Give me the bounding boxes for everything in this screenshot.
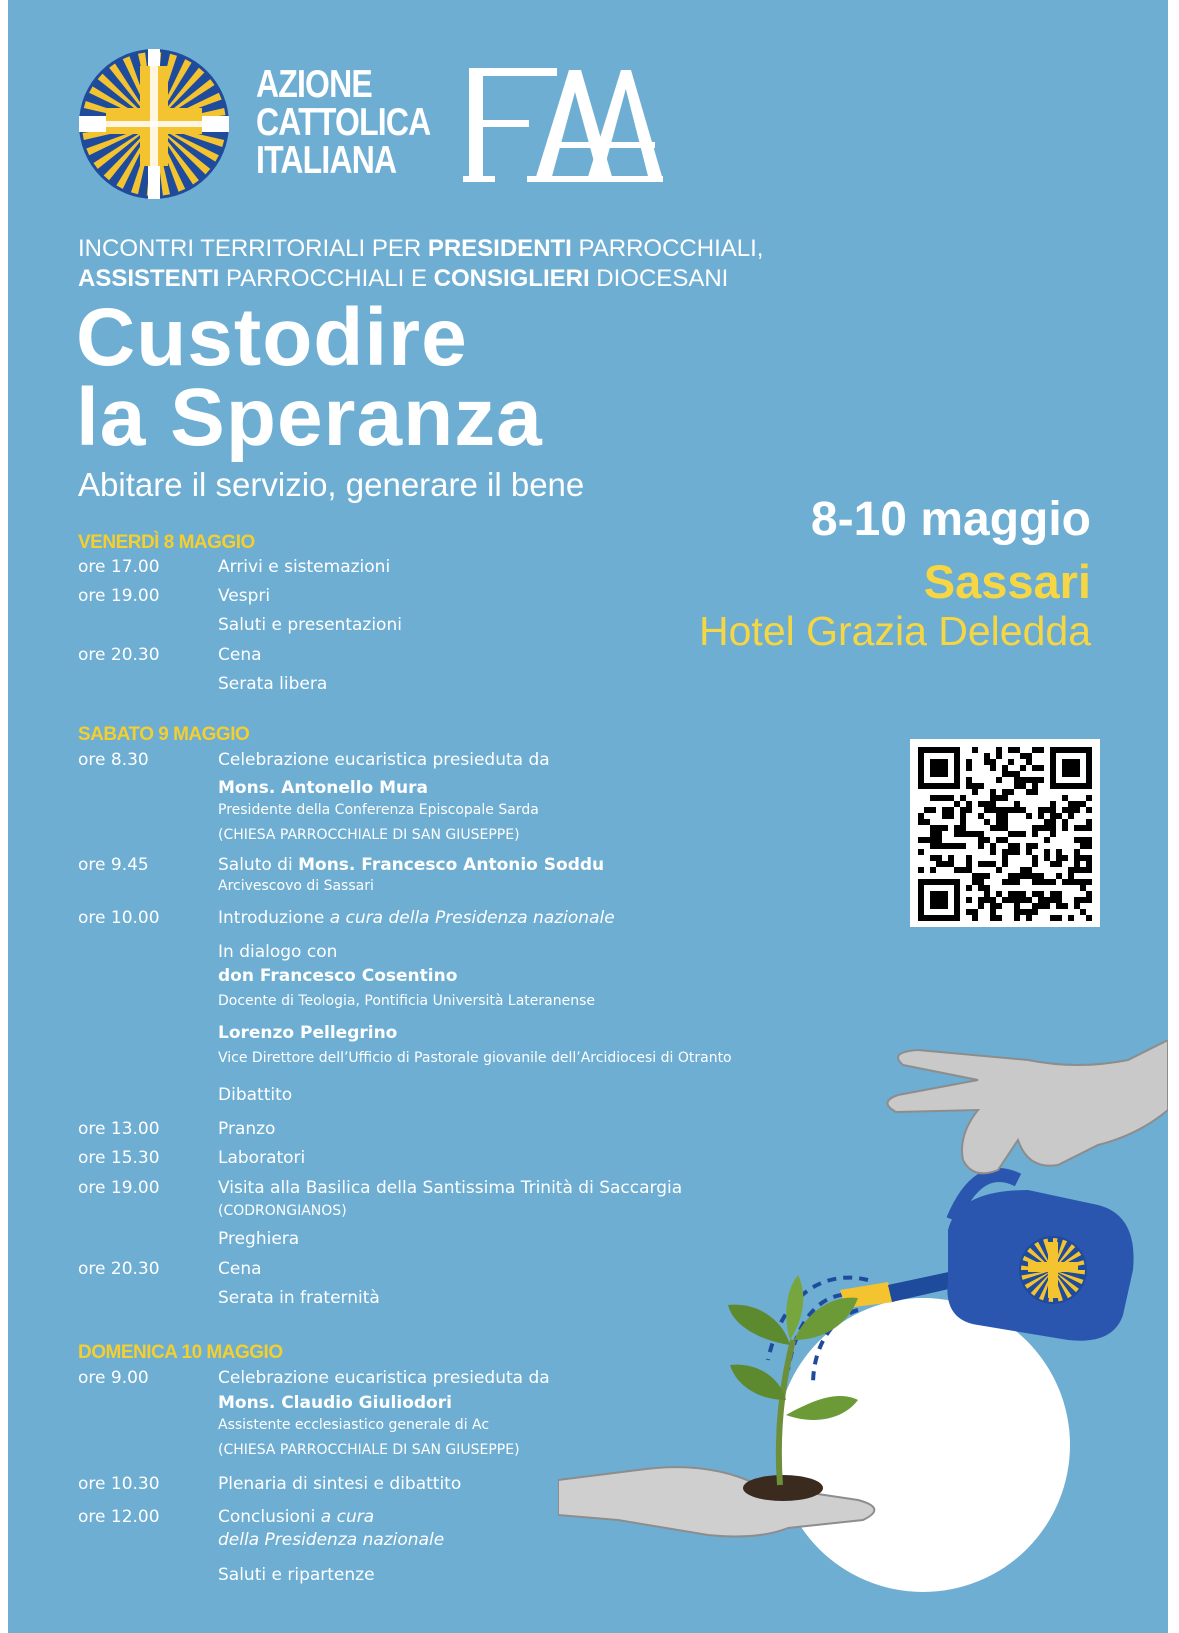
event-city: Sassari — [923, 555, 1091, 608]
speaker-name: Mons. Claudio Giuliodori — [218, 1393, 452, 1413]
day-heading-friday: VENERDÌ 8 MAGGIO — [78, 532, 255, 553]
watering-plant-illustration — [558, 1040, 1168, 1600]
event-venue: Hotel Grazia Deledda — [699, 608, 1091, 654]
poster: AZIONE CATTOLICA ITALIANA INCONTRI TERRITORIALI PER PRESIDENTI PARROCCHIALI, ASSISTENTI PARROCCHIALI E CONSIGLIERI DIOCESANI Custodire la Speranza Abitare il servizio, generare il bene 8-10 maggio Sassari Hotel Grazia Deledda VENERDÌ 8 MAGGIO ore 17.00 Arrivi e sistemazioni ore 19.00 Vespri Saluti e presentazioni ore 20.30 Cena Serata libera SABATO 9 MAGGIO ore 8.30 Celebrazione eucaristica presieduta da Mons. Antonello Mura Presidente della Conferenza Episcopale Sarda (CHIESA PARROCCHIALE DI SAN GIUSEPPE) ore 9.45 Saluto di Mons. Francesco Antonio Soddu Arcivescovo di Sassari ore 10.00 Introduzione a cura della Presidenza nazionale In dialogo con don Francesco Cosentino Docente di Teologia, Pontificia Università Lateranense Lorenzo Pellegrino Vice Direttore dell’Ufficio di Pastorale giovanile dell’Arcidiocesi di Otranto Dibattito ore 13.00 Pranzo ore 15.30 Laboratori ore 19.00 Visita alla Basilica della Santissima Trinità di Saccargia (CODRONGIANOS) Preghiera ore 20.30 Cena Serata in fraternità DOMENICA 10 MAGGIO ore 9.00 Celebrazione eucaristica presieduta da Mons. Claudio Giuliodori Assistente ecclesiastico generale di Ac (CHIESA PARROCCHIALE DI SAN GIUSEPPE) ore 10.30 Plenaria di sintesi e dibattito ore 12.00 Conclusioni a cura della Presidenza nazionale Saluti e ripartenze — [8, 0, 1168, 1633]
speaker-role: Docente di Teologia, Pontificia Università Lateranense — [218, 993, 596, 1009]
day-heading-saturday: SABATO 9 MAGGIO — [78, 724, 250, 745]
logo-line-1: AZIONE — [256, 63, 372, 106]
day-heading-sunday: DOMENICA 10 MAGGIO — [78, 1342, 283, 1363]
event-audience: INCONTRI TERRITORIALI PER PRESIDENTI PARROCCHIALI, ASSISTENTI PARROCCHIALI E CONSIGLIERI DIOCESANI — [78, 235, 764, 292]
venue-note: (CHIESA PARROCCHIALE DI SAN GIUSEPPE) — [218, 1442, 520, 1458]
speaker-role: Assistente ecclesiastico generale di Ac — [218, 1417, 490, 1433]
qr-code[interactable] — [910, 739, 1100, 927]
event-dates: 8-10 maggio — [810, 493, 1091, 546]
logo-wordmark — [256, 63, 431, 182]
speaker-role: Vice Direttore dell’Ufficio di Pastorale giovanile dell’Arcidiocesi di Otranto — [218, 1050, 732, 1066]
venue-note: (CHIESA PARROCCHIALE DI SAN GIUSEPPE) — [218, 827, 520, 843]
speaker-name: Mons. Antonello Mura — [218, 778, 429, 798]
event-tagline: Abitare il servizio, generare il bene — [78, 466, 585, 503]
logo-line-2: CATTOLICA — [256, 101, 431, 144]
azione-cattolica-logo-icon — [78, 48, 230, 200]
logo-line-3: ITALIANA — [256, 139, 397, 182]
speaker-name: Lorenzo Pellegrino — [218, 1023, 398, 1043]
event-title: Custodire la Speranza — [76, 292, 543, 463]
speaker-role: Arcivescovo di Sassari — [218, 878, 374, 894]
faa-monogram-logo — [463, 62, 663, 187]
speaker-role: Presidente della Conferenza Episcopale Sarda — [218, 802, 539, 818]
speaker-name: don Francesco Cosentino — [218, 966, 458, 986]
